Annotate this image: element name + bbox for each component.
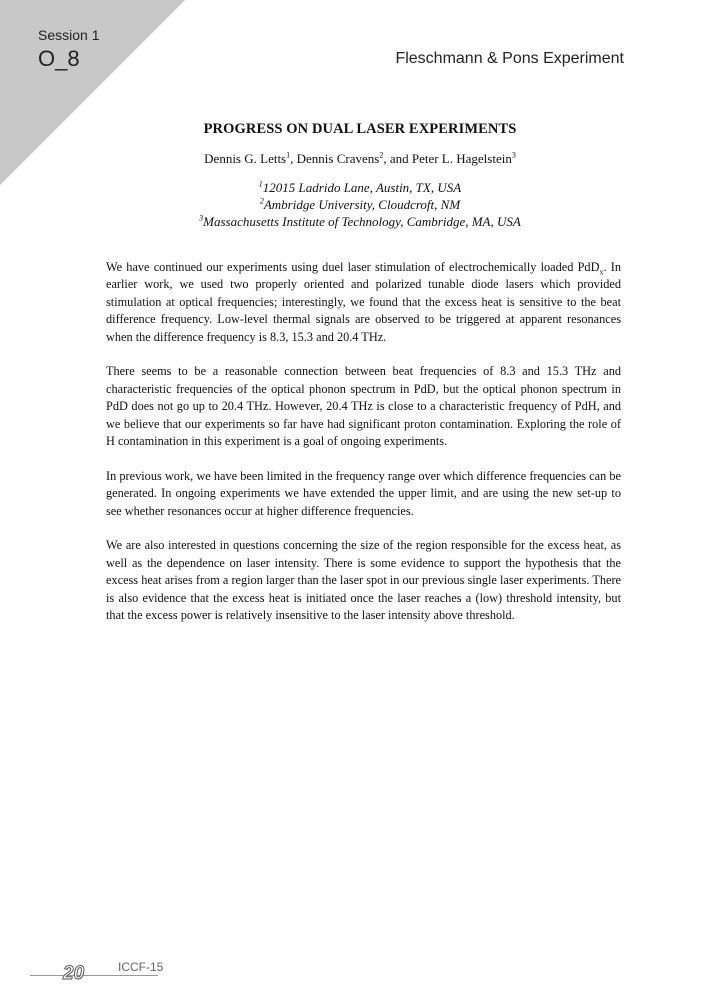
affiliation-3 bbox=[0, 214, 720, 230]
author-list bbox=[0, 151, 720, 167]
author-sup: 2 bbox=[379, 150, 384, 160]
page-number: 20 bbox=[63, 963, 85, 984]
author-name: Dennis G. Letts bbox=[204, 151, 287, 166]
paragraph-text: We have continued our experiments using duel laser stimulation of electrochemically loaded PdD bbox=[106, 260, 600, 274]
author-sup: 3 bbox=[511, 150, 516, 160]
affiliation-2 bbox=[0, 197, 720, 213]
abstract-paragraph-1 bbox=[106, 259, 621, 346]
author-separator: , bbox=[290, 151, 297, 166]
affiliation-sup: 2 bbox=[259, 196, 264, 206]
footer-divider bbox=[30, 975, 158, 976]
subscript-x: x bbox=[599, 267, 604, 277]
affiliation-text: Massachusetts Institute of Technology, Cambridge, MA, USA bbox=[203, 214, 521, 229]
paper-code: O_8 bbox=[38, 46, 80, 71]
affiliation-sup: 1 bbox=[258, 179, 263, 189]
abstract-paragraph-4: We are also interested in questions concerning the size of the region responsible for the excess heat, as well as the dependence on laser intensity. There is some evidence to support the hypothesis that the excess heat arises from a region larger than the laser spot in our previous single laser experiments. There is also evidence that the excess heat is initiated once the laser reaches a (low) threshold intensity, but that the excess power is relatively insensitive to the laser intensity above threshold. bbox=[106, 538, 621, 623]
author-sup: 1 bbox=[286, 150, 291, 160]
session-label: Session 1 bbox=[38, 27, 100, 43]
paper-title: PROGRESS ON DUAL LASER EXPERIMENTS bbox=[203, 121, 517, 137]
affiliation-1 bbox=[0, 180, 720, 196]
author-name: Dennis Cravens bbox=[296, 151, 380, 166]
paragraph-text: . In earlier work, we used two properly oriented and polarized tunable diode lasers which provided stimulation at optical frequencies; interestingly, we found that the excess heat is sensitive to the beat difference frequency. Low-level thermal signals are observed to be triggered at apparent resonances when the difference frequency is 8.3, 15.3 and 20.4 THz. bbox=[106, 260, 621, 344]
conference-label: ICCF-15 bbox=[118, 960, 164, 974]
abstract-paragraph-3: In previous work, we have been limited in the frequency range over which difference frequencies can be generated. In ongoing experiments we have extended the upper limit, and are using the new set-up to see whether resonances occur at higher difference frequencies. bbox=[106, 468, 621, 518]
affiliation-text: 12015 Ladrido Lane, Austin, TX, USA bbox=[262, 180, 462, 195]
abstract-body bbox=[106, 259, 621, 642]
author-name: Peter L. Hagelstein bbox=[411, 151, 512, 166]
section-header-title: Fleschmann & Pons Experiment bbox=[395, 50, 624, 67]
abstract-paragraph-2: There seems to be a reasonable connection between beat frequencies of 8.3 and 15.3 THz and characteristic frequencies of the optical phonon spectrum in PdD, but the optical phonon spectrum in PdD does not go up to 20.4 THz. However, 20.4 THz is close to a characteristic frequency of PdH, and we believe that our experiments so far have had significant proton contamination. Exploring the role of H contamination in this experiment is a goal of ongoing experiments. bbox=[106, 364, 621, 449]
author-separator: , and bbox=[383, 151, 412, 166]
affiliation-text: Ambridge University, Cloudcroft, NM bbox=[263, 197, 461, 212]
affiliation-sup: 3 bbox=[199, 213, 204, 223]
